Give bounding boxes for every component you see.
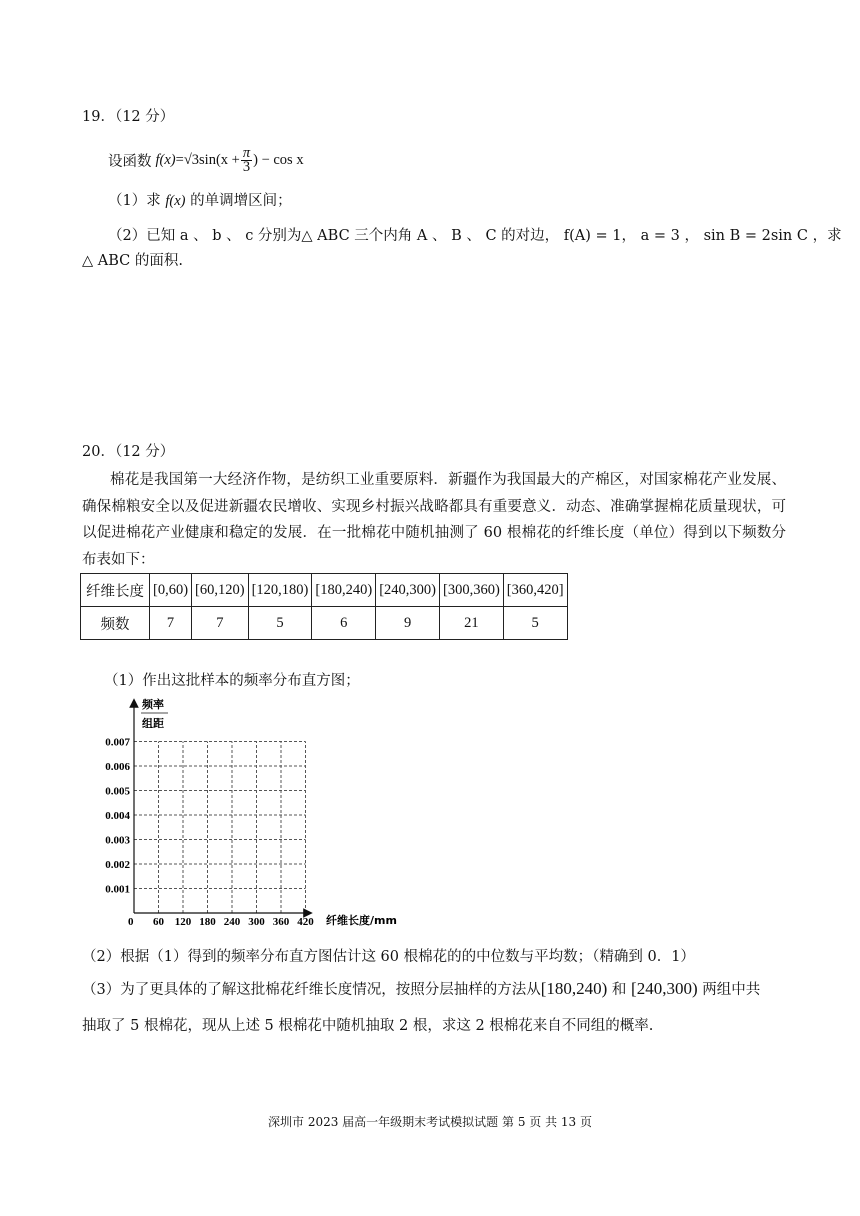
y-tick-label: 0.006 (105, 761, 130, 773)
x-tick-label: 240 (223, 916, 241, 928)
x-axis-label: 纤维长度/mm (326, 914, 397, 927)
x-tick-label: 420 (297, 916, 314, 928)
x-tick-label: 180 (199, 916, 216, 928)
x-tick-label: 300 (248, 916, 265, 928)
q20-part3-line1 (82, 978, 760, 999)
sin-open: sin(x + (199, 151, 240, 168)
y-tick-label: 0.004 (105, 810, 130, 822)
table-count: 21 (439, 607, 503, 640)
table-count: 7 (150, 607, 192, 640)
y-label-denominator: 组距 (142, 717, 164, 730)
q19-part1-suffix: 的单调增区间； (185, 193, 292, 209)
y-label-numerator: 频率 (142, 698, 164, 711)
y-tick-label: 0.005 (105, 785, 130, 798)
q20-part3-text-a: （3）为了更具体的了解这批棉花纤维长度情况，按照分层抽样的方法从 (82, 982, 541, 998)
q19-part2-line1: （2）已知 a 、 b 、 c 分别为△ ABC 三个内角 A 、 B 、 C 的对边， f(A) = 1， a = 3 ， sin B = 2sin C ，求 (108, 228, 842, 244)
table-interval: [60,120) (192, 574, 249, 607)
y-tick-label: 0.007 (105, 736, 130, 749)
q20-paragraph: 棉花是我国第一大经济作物，是纺织工业重要原料．新疆作为我国最大的产棉区，对国家棉花产业发展、确保棉粮安全以及促进新疆农民增收、实现乡村振兴战略都具有重要意义．动态、准确掌握棉花质量现状，可以促进棉花产业健康和稳定的发展．在一批棉花中随机抽测了 60 根棉花的纤维长度（单位）得到以下频数分布表如下： (82, 472, 786, 568)
frequency-table (80, 573, 568, 640)
sqrt3: √3 (183, 151, 200, 168)
q20-part2: （2）根据（1）得到的频率分布直方图估计这 60 根棉花的的中位数与平均数；（精确到 0．1） (82, 949, 695, 965)
histogram-grid (96, 695, 426, 935)
table-interval: [240,300) (376, 574, 440, 607)
q20-part3-text-b: 和 (607, 982, 632, 998)
table-row (81, 574, 568, 607)
q19-function-definition (108, 140, 304, 180)
y-tick-labels (105, 737, 130, 896)
table-interval: [0,60) (150, 574, 192, 607)
table-count: 9 (376, 607, 440, 640)
grid-lines (134, 742, 306, 914)
table-interval: [120,180) (248, 574, 312, 607)
fraction-numerator: π (242, 144, 251, 161)
origin-label: 0 (128, 916, 134, 928)
table-row (81, 607, 568, 640)
y-tick-label: 0.001 (105, 883, 130, 896)
q19-part1-prefix: （1）求 (108, 193, 166, 209)
x-tick-label: 120 (174, 916, 192, 928)
table-header-label: 纤维长度 (81, 574, 150, 607)
q20-part1: （1）作出这批样本的频率分布直方图； (104, 673, 360, 689)
q19-intro: 设函数 (108, 153, 152, 170)
table-row-label: 频数 (81, 607, 150, 640)
cos-tail: ) − cos x (253, 151, 304, 168)
table-count: 5 (248, 607, 312, 640)
q20-part3-text-c: 两组中共 (697, 982, 761, 998)
table-count: 7 (192, 607, 249, 640)
pi-over-3-fraction (241, 144, 252, 175)
q20-part3-line2: 抽取了 5 根棉花，现从上述 5 根棉花中随机抽取 2 根，求这 2 根棉花来自不同组的概率. (82, 1018, 654, 1034)
q19-number: 19．（12 分） (82, 109, 175, 125)
table-count: 6 (312, 607, 376, 640)
q19-part1 (108, 189, 292, 210)
q19-part2-line2: △ ABC 的面积. (82, 253, 183, 269)
fx-symbol: f(x) (155, 151, 176, 168)
equals: = (175, 151, 184, 168)
x-tick-label: 360 (272, 916, 290, 928)
q19-part1-fx: f(x) (165, 193, 186, 209)
x-tick-label: 60 (153, 916, 164, 928)
table-interval: [360,420] (503, 574, 567, 607)
y-tick-label: 0.002 (105, 859, 130, 871)
x-tick-labels (153, 916, 314, 928)
fraction-denominator: 3 (242, 158, 251, 175)
q20-part3-interval1: [180,240) (540, 979, 608, 998)
table-interval: [300,360) (439, 574, 503, 607)
y-tick-label: 0.003 (105, 834, 130, 847)
page-footer: 深圳市 2023 届高一年级期末考试模拟试题 第 5 页 共 13 页 (268, 1115, 592, 1129)
table-interval: [180,240) (312, 574, 376, 607)
q20-part3-interval2: [240,300) (631, 979, 698, 998)
table-count: 5 (503, 607, 567, 640)
q20-number: 20．（12 分） (82, 444, 175, 460)
